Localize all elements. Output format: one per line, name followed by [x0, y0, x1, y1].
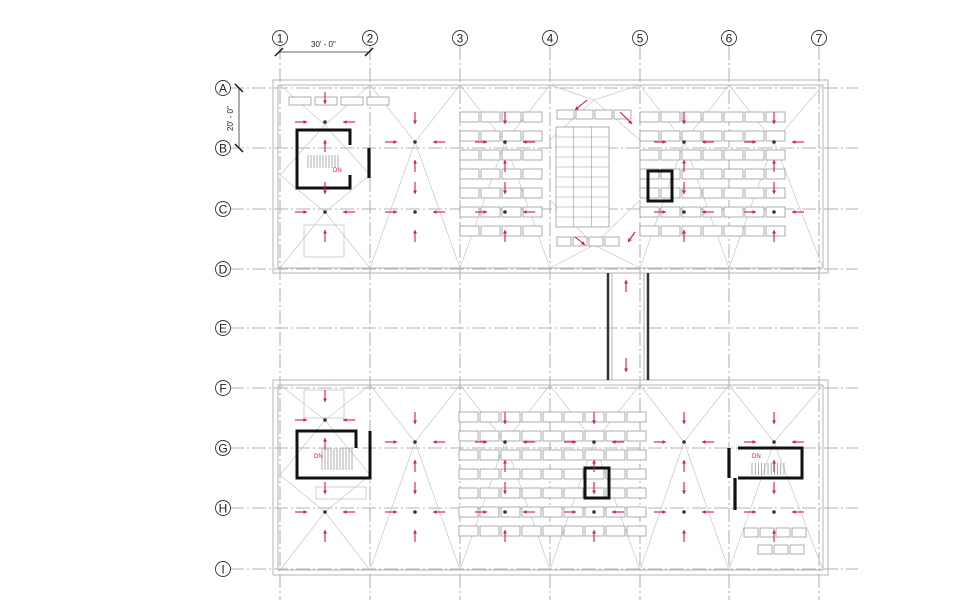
seat-bay [576, 110, 593, 119]
slope-ridge-line [460, 142, 505, 268]
grid-bubble-row-C [216, 202, 231, 217]
slope-ridge-line [370, 142, 415, 268]
seat-bay [502, 131, 521, 141]
slope-arrow-icon [624, 280, 628, 292]
grid-bubble-label: A [218, 81, 228, 96]
grid-bubble-label: G [218, 441, 228, 456]
seat-bay [745, 112, 764, 122]
slope-arrow-icon [295, 510, 307, 514]
seat-bay [564, 469, 583, 479]
seat-bay [724, 226, 743, 236]
drain-point-icon [503, 140, 507, 144]
slope-ridge-line [280, 475, 325, 512]
slope-arrow-icon [413, 482, 417, 494]
slope-ridge-line [415, 85, 460, 142]
slope-arrow-icon [792, 510, 804, 514]
slope-arrow-icon [413, 160, 417, 172]
slope-arrow-icon [682, 412, 686, 424]
seat-bay [606, 412, 625, 422]
slope-arrow-icon [385, 440, 397, 444]
drain-point-icon [772, 140, 776, 144]
seat-bay [480, 469, 499, 479]
seat-bay [585, 431, 604, 441]
grid-bubble-label: 6 [725, 31, 733, 46]
grid-bubble-label: 2 [366, 31, 374, 46]
seat-bay [766, 169, 785, 179]
grid-bubble-label: F [219, 381, 227, 396]
seat-bay [790, 545, 804, 554]
seat-bay [543, 507, 562, 517]
seat-bay [682, 131, 701, 141]
slope-ridge-line [325, 175, 370, 212]
grid-bubble-row-D [216, 262, 231, 277]
slope-ridge-line [729, 142, 774, 268]
slope-arrow-icon [744, 440, 756, 444]
hatch-box [304, 390, 344, 418]
seat-bay [745, 169, 764, 179]
seat-bay [627, 469, 646, 479]
grid-bubble-label: C [218, 202, 228, 217]
seat-bay [605, 237, 619, 246]
slope-ridge-line [594, 85, 640, 100]
drain-point-icon [503, 510, 507, 514]
seat-bay [481, 112, 500, 122]
seat-bay [501, 469, 520, 479]
slope-arrow-icon [413, 530, 417, 542]
slope-arrow-icon [628, 232, 635, 242]
seat-bay [724, 207, 743, 217]
seat-bay [745, 226, 764, 236]
seat-bay [774, 545, 788, 554]
seat-bay [703, 131, 722, 141]
seat-bay [606, 526, 625, 536]
seat-bay [606, 431, 625, 441]
drain-point-icon [413, 210, 417, 214]
slope-ridge-line [325, 475, 370, 512]
seat-bay [758, 545, 772, 554]
grid-bubble-label: E [218, 321, 228, 336]
drain-point-icon [772, 510, 776, 514]
slope-ridge-line [370, 85, 415, 142]
seat-bay [724, 188, 743, 198]
seat-bay [341, 97, 363, 105]
seat-bay [480, 412, 499, 422]
seat-bay [627, 412, 646, 422]
slope-ridge-line [280, 125, 325, 175]
seat-bay [459, 526, 478, 536]
seat-bay [480, 526, 499, 536]
seat-bay [682, 169, 701, 179]
seat-bay [543, 488, 562, 498]
slope-ridge-line [594, 442, 640, 570]
seat-bay [766, 150, 785, 160]
seat-bay [661, 112, 680, 122]
slope-arrow-icon [323, 230, 327, 242]
seat-bay [522, 450, 541, 460]
seat-bay [481, 188, 500, 198]
slope-ridge-line [280, 420, 325, 475]
seat-bay [460, 150, 479, 160]
slope-ridge-line [325, 212, 370, 268]
slope-arrow-icon [413, 412, 417, 424]
slope-arrow-icon [575, 100, 587, 110]
seat-bay [640, 112, 659, 122]
hatch-box [304, 225, 344, 257]
drain-point-icon [413, 140, 417, 144]
slope-ridge-line [505, 142, 550, 268]
drain-point-icon [503, 210, 507, 214]
atrium-skylight [556, 127, 609, 227]
seat-bay [661, 150, 680, 160]
seat-bay [564, 526, 583, 536]
slope-ridge-line [415, 442, 460, 570]
dimension-bay-width-label: 30' - 0" [311, 40, 336, 49]
slope-arrow-icon [385, 140, 397, 144]
seat-bay [627, 507, 646, 517]
slope-arrow-icon [792, 440, 804, 444]
seat-bay [703, 188, 722, 198]
seat-bay [564, 450, 583, 460]
slope-arrow-icon [323, 390, 327, 402]
grid-bubble-label: 1 [276, 31, 284, 46]
grid-bubble-column-1 [273, 31, 288, 46]
grid-bubble-row-G [216, 441, 231, 456]
seat-bay [776, 528, 790, 537]
seat-bay [640, 150, 659, 160]
seat-bay [543, 412, 562, 422]
grid-bubble-label: I [221, 562, 225, 577]
drain-point-icon [772, 210, 776, 214]
slope-ridge-line [640, 442, 684, 570]
slope-ridge-line [415, 385, 460, 442]
seat-bay [640, 226, 659, 236]
drain-point-icon [323, 510, 327, 514]
seat-bay [522, 412, 541, 422]
dimension-bay-width [275, 40, 373, 56]
seat-bay [523, 188, 542, 198]
seat-bay [502, 150, 521, 160]
drain-point-icon [772, 440, 776, 444]
seat-bay [501, 526, 520, 536]
drain-point-icon [413, 440, 417, 444]
seat-bay [367, 97, 389, 105]
seat-bay [557, 237, 571, 246]
grid-bubble-label: D [218, 262, 228, 277]
seat-bay [792, 528, 806, 537]
seat-bay [543, 469, 562, 479]
seat-bay [724, 131, 743, 141]
seat-bay [543, 526, 562, 536]
seat-bay [501, 450, 520, 460]
seat-bay [766, 131, 785, 141]
seating-blocks [289, 97, 806, 554]
slope-arrow-icon [624, 358, 628, 372]
slope-ridge-line [370, 442, 415, 570]
slope-ridge-line [460, 442, 505, 570]
slope-ridge-line [640, 142, 684, 268]
seat-bay [745, 188, 764, 198]
seat-bay [595, 110, 612, 119]
seat-bay [460, 188, 479, 198]
slope-ridge-line [684, 385, 729, 442]
seat-bay [682, 226, 701, 236]
slope-arrow-icon [772, 460, 776, 472]
slope-ridge-line [550, 245, 594, 268]
grid-bubble-row-B [216, 141, 231, 156]
seat-bay [480, 431, 499, 441]
slope-arrow-icon [385, 210, 397, 214]
seat-bay [522, 488, 541, 498]
grid-bubble-row-I [216, 562, 231, 577]
seat-bay [682, 150, 701, 160]
seat-bay [703, 112, 722, 122]
grid-bubble-row-H [216, 501, 231, 516]
seat-bay [661, 226, 680, 236]
seat-bay [724, 150, 743, 160]
seat-bay [627, 450, 646, 460]
slope-arrow-icon [343, 120, 355, 124]
seat-bay [501, 431, 520, 441]
slope-ridge-line [415, 142, 460, 268]
slope-ridge-line [684, 142, 729, 268]
seat-bay [766, 226, 785, 236]
seat-bay [523, 150, 542, 160]
seat-bay [585, 450, 604, 460]
seat-bay [460, 112, 479, 122]
dimension-bay-depth [226, 84, 243, 152]
slope-arrow-icon [343, 510, 355, 514]
stair-label-dn: DN [314, 454, 323, 460]
seat-bay [460, 131, 479, 141]
drain-point-icon [682, 510, 686, 514]
slope-ridge-line [505, 442, 550, 570]
slope-arrow-icon [295, 120, 307, 124]
grid-bubble-label: H [218, 501, 228, 516]
seat-bay [460, 169, 479, 179]
seat-bay [724, 112, 743, 122]
slope-arrow-icon [682, 530, 686, 542]
seat-bay [564, 412, 583, 422]
seat-bay [501, 488, 520, 498]
slope-arrow-icon [295, 418, 307, 422]
seat-bay [522, 526, 541, 536]
hatch-box [316, 487, 366, 499]
grid-bubble-column-5 [633, 31, 648, 46]
seat-bay [703, 226, 722, 236]
slope-ridge-line [370, 385, 415, 442]
grid-bubble-label: 4 [546, 31, 554, 46]
slope-ridge-line [684, 442, 729, 570]
grid-bubble-column-7 [812, 31, 827, 46]
seating-block-north-west [460, 112, 542, 236]
drain-point-icon [323, 120, 327, 124]
seat-bay [543, 450, 562, 460]
skylight-row-center-lower [557, 237, 619, 246]
seat-bay [459, 412, 478, 422]
slope-arrow-icon [792, 210, 804, 214]
slope-ridge-line [280, 512, 325, 570]
drain-point-icon [413, 510, 417, 514]
slope-arrow-icon [323, 530, 327, 542]
seat-bay [522, 469, 541, 479]
seat-bay [661, 131, 680, 141]
slope-arrow-icon [682, 482, 686, 494]
slope-arrow-icon [433, 210, 445, 214]
grid-bubble-column-6 [722, 31, 737, 46]
slope-arrow-icon [295, 210, 307, 214]
stair-core-south-west [297, 431, 370, 478]
seat-bay [766, 188, 785, 198]
slope-ridge-line [640, 385, 684, 442]
slope-arrow-icon [654, 510, 666, 514]
seat-bay [627, 526, 646, 536]
slope-arrow-icon [323, 482, 327, 494]
seating-block-north-east [640, 112, 785, 236]
seat-bay [459, 488, 478, 498]
drain-point-icon [682, 440, 686, 444]
seat-bay [557, 110, 574, 119]
slope-arrow-icon [413, 112, 417, 124]
skylight-row-north [289, 97, 389, 105]
seat-bay [459, 431, 478, 441]
grid-bubble-label: B [218, 141, 228, 156]
seat-bay [481, 226, 500, 236]
grid-bubble-row-E [216, 321, 231, 336]
seat-bay [481, 169, 500, 179]
seat-bay [480, 488, 499, 498]
stair-label-dn: DN [752, 454, 761, 460]
seat-bay [606, 450, 625, 460]
slope-arrow-icon [654, 440, 666, 444]
seat-bay [481, 150, 500, 160]
slope-arrow-icon [772, 482, 776, 494]
seat-bay [459, 469, 478, 479]
slope-arrow-icon [343, 210, 355, 214]
seat-bay [459, 450, 478, 460]
slope-ridge-line [774, 385, 823, 442]
slope-ridge-line [550, 442, 594, 570]
seat-bay [523, 169, 542, 179]
seat-bay [627, 431, 646, 441]
slope-ridge-line [774, 142, 823, 268]
seat-bay [627, 488, 646, 498]
seat-bay [523, 112, 542, 122]
slope-arrow-icon [323, 140, 327, 152]
slope-ridge-line [325, 420, 370, 475]
seat-bay [543, 431, 562, 441]
seat-bay [480, 450, 499, 460]
slope-arrow-icon [433, 440, 445, 444]
seat-bay [745, 150, 764, 160]
seat-bay [289, 97, 311, 105]
seat-bay [744, 528, 758, 537]
slope-arrow-icon [413, 460, 417, 472]
seat-bay [703, 169, 722, 179]
seating-block-south [459, 412, 646, 536]
seat-bay [724, 169, 743, 179]
slope-arrow-icon [413, 182, 417, 194]
slope-ridge-line [280, 212, 325, 268]
drain-point-icon [592, 510, 596, 514]
slope-arrow-icon [772, 412, 776, 424]
slope-ridge-line [550, 85, 594, 100]
seat-bay [523, 131, 542, 141]
drain-point-icon [592, 440, 596, 444]
seat-bay [745, 131, 764, 141]
grid-bubble-column-2 [363, 31, 378, 46]
drain-point-icon [323, 210, 327, 214]
slope-arrow-icon [433, 140, 445, 144]
slope-ridge-line [594, 245, 640, 268]
grid-bubble-label: 5 [636, 31, 644, 46]
slope-arrow-icon [702, 440, 714, 444]
skylight-row-south-east-2 [758, 545, 804, 554]
seat-bay [564, 431, 583, 441]
drain-point-icon [682, 210, 686, 214]
skylight-row-center [557, 110, 631, 119]
grid-bubble-label: 7 [815, 31, 823, 46]
stair-label-dn: DN [333, 168, 342, 174]
grid-bubble-row-A [216, 81, 231, 96]
seat-bay [522, 431, 541, 441]
seat-bay [640, 131, 659, 141]
slope-arrow-icon [413, 230, 417, 242]
slope-arrow-icon [792, 140, 804, 144]
grid-bubble-column-3 [453, 31, 468, 46]
seat-bay [460, 226, 479, 236]
slope-ridge-line [280, 175, 325, 212]
seat-bay [481, 131, 500, 141]
drain-point-icon [503, 440, 507, 444]
slope-ridge-line [325, 512, 370, 570]
grid-bubble-column-4 [543, 31, 558, 46]
stair-core-north [297, 130, 350, 188]
drain-point-icon [682, 140, 686, 144]
slope-arrow-icon [343, 418, 355, 422]
seat-bay [564, 488, 583, 498]
drain-point-icon [323, 418, 327, 422]
dimension-bay-depth-label: 20' - 0" [226, 106, 235, 131]
seat-bay [703, 150, 722, 160]
slope-ridge-line [729, 385, 774, 442]
seat-bay [682, 188, 701, 198]
grid-bubble-label: 3 [456, 31, 464, 46]
seat-bay [589, 237, 603, 246]
seat-bay [523, 226, 542, 236]
seat-bay [760, 528, 774, 537]
slope-arrow-icon [682, 460, 686, 472]
grid-bubble-row-F [216, 381, 231, 396]
